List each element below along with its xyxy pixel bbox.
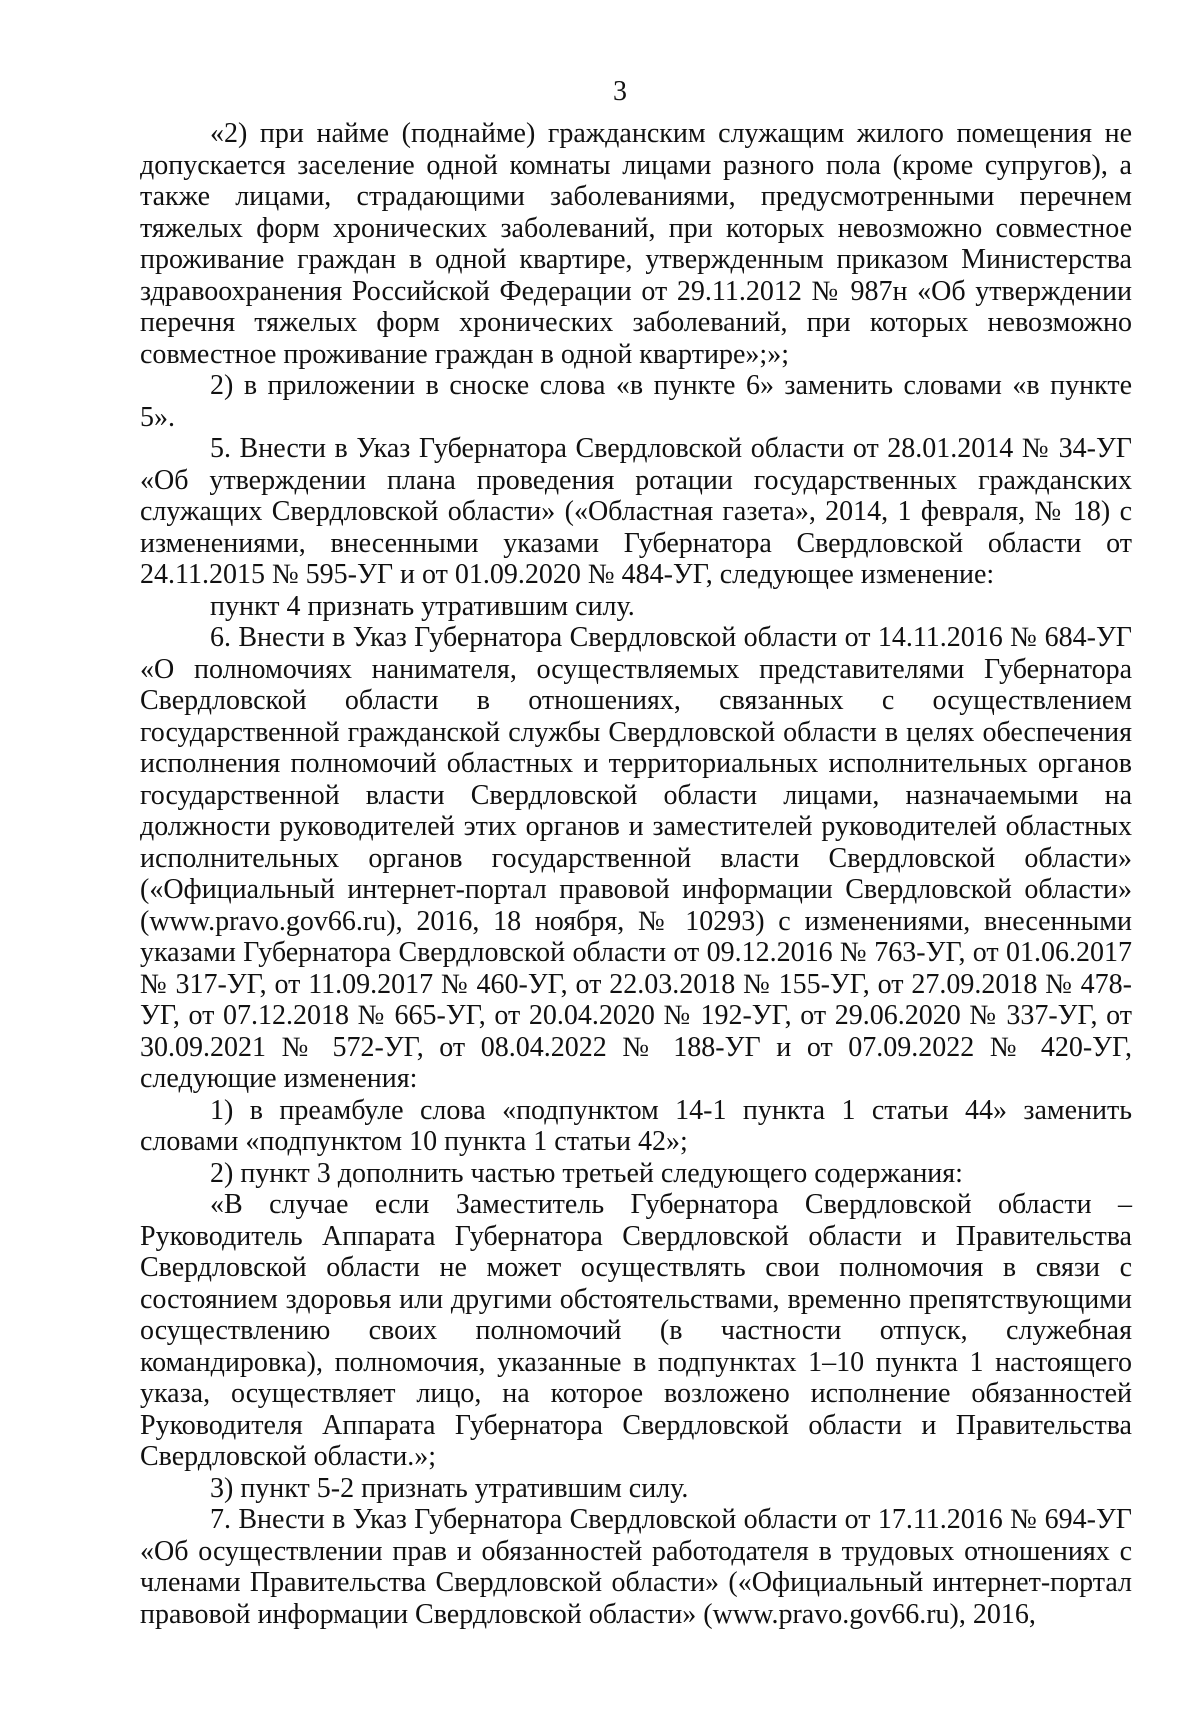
paragraph-item-5-change: пункт 4 признать утратившим силу. xyxy=(210,590,635,622)
paragraph-item-5: 5. Внести в Указ Губернатора Свердловской области от 28.01.2014 № 34-УГ «Об утверждении плана проведения ротации государственных гражданских служащих Свердловской области» («Областная газета», 2014, 1 февраля, № 18) с изменениями, внесенными указами Губернатора Свердловской области от 24.11.2015 № 595-УГ и от 01.09.2020 № 484-УГ, следующее изменение: xyxy=(140,433,1132,590)
document-body xyxy=(140,118,1132,1630)
paragraph-item-6-subitem-3: 3) пункт 5-2 признать утратившим силу. xyxy=(210,1472,689,1504)
paragraph-item-6-subitem-1: 1) в преамбуле слова «подпунктом 14-1 пункта 1 статьи 44» заменить словами «подпунктом 10 пункта 1 статьи 42»; xyxy=(140,1094,1132,1157)
paragraph-item-7: 7. Внести в Указ Губернатора Свердловской области от 17.11.2016 № 694-УГ «Об осуществлении прав и обязанностей работодателя в трудовых отношениях с членами Правительства Свердловской области» («Официальный интернет-портал правовой информации Свердловской области» (www.pravo.gov66.ru), 2016, xyxy=(140,1504,1132,1630)
paragraph-appendix-footnote: 2) в приложении в сноске слова «в пункте 6» заменить словами «в пункте 5». xyxy=(140,370,1132,433)
paragraph-quoted-subitem-2: «2) при найме (поднайме) гражданским служащим жилого помещения не допускается заселение одной комнаты лицами разного пола (кроме супругов), а также лицами, страдающими заболеваниями, предусмотренными перечнем тяжелых форм хронических заболеваний, при которых невозможно совместное проживание граждан в одной квартире, утвержденным приказом Министерства здравоохранения Российской Федерации от 29.11.2012 № 987н «Об утверждении перечня тяжелых форм хронических заболеваний, при которых невозможно совместное проживание граждан в одной квартире»;»; xyxy=(140,118,1132,370)
page-number: 3 xyxy=(613,76,627,107)
paragraph-item-6-subitem-2: 2) пункт 3 дополнить частью третьей следующего содержания: xyxy=(210,1157,963,1189)
paragraph-item-6: 6. Внести в Указ Губернатора Свердловской области от 14.11.2016 № 684-УГ «О полномочиях нанимателя, осуществляемых представителями Губернатора Свердловской области в отношениях, связанных с осуществлением государственной гражданской службы Свердловской области в целях обеспечения исполнения полномочий областных и территориальных исполнительных органов государственной власти Свердловской области лицами, назначаемыми на должности руководителей этих органов и заместителей руководителей областных исполнительных органов государственной власти Свердловской области» («Официальный интернет-портал правовой информации Свердловской области» (www.pravo.gov66.ru), 2016, 18 ноября, № 10293) с изменениями, внесенными указами Губернатора Свердловской области от 09.12.2016 № 763-УГ, от 01.06.2017 № 317-УГ, от 11.09.2017 № 460-УГ, от 22.03.2018 № 155-УГ, от 27.09.2018 № 478-УГ, от 07.12.2018 № 665-УГ, от 20.04.2020 № 192-УГ, от 29.06.2020 № 337-УГ, от 30.09.2021 № 572-УГ, от 08.04.2022 № 188-УГ и от 07.09.2022 № 420-УГ, следующие изменения: xyxy=(140,622,1132,1094)
paragraph-quoted-part-three: «В случае если Заместитель Губернатора Свердловской области – Руководитель Аппарата Губернатора Свердловской области и Правительства Свердловской области не может осуществлять свои полномочия в связи с состоянием здоровья или другими обстоятельствами, временно препятствующими осуществлению своих полномочий (в частности отпуск, служебная командировка), полномочия, указанные в подпунктах 1–10 пункта 1 настоящего указа, осуществляет лицо, на которое возложено исполнение обязанностей Руководителя Аппарата Губернатора Свердловской области и Правительства Свердловской области.»; xyxy=(140,1189,1132,1472)
